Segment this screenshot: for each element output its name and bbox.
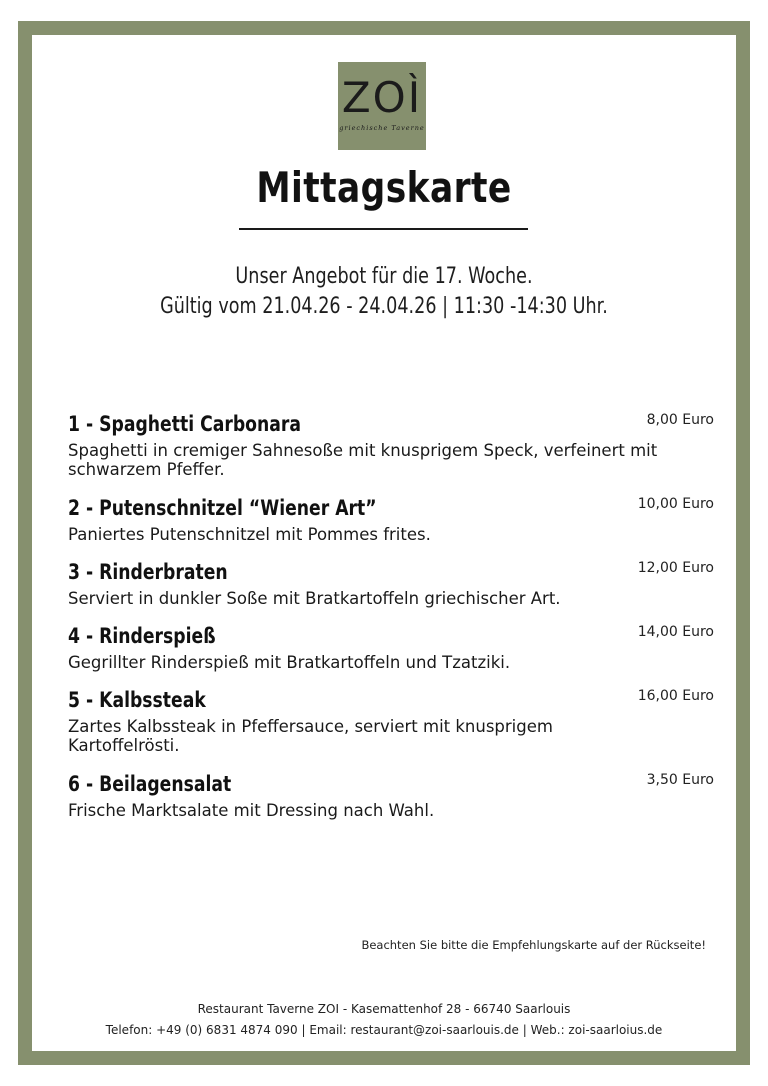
menu-item (68, 494, 720, 544)
menu-item-price: 10,00 Euro (637, 496, 714, 512)
menu-item-name: 6 - Beilagensalat (68, 772, 232, 796)
title-underline (239, 228, 528, 230)
menu-item-description: Serviert in dunkler Soße mit Bratkartoffeln griechischer Art. (68, 589, 561, 608)
menu-item-description: Zartes Kalbssteak in Pfeffersauce, serviert mit knusprigem Kartoffelrösti. (68, 717, 553, 755)
menu-item (68, 686, 720, 755)
menu-item-description: Gegrillter Rinderspieß mit Bratkartoffeln und Tzatziki. (68, 653, 511, 672)
menu-item-description: Paniertes Putenschnitzel mit Pommes frites. (68, 525, 431, 544)
menu-item-price: 8,00 Euro (646, 412, 714, 428)
logo-wordmark: ZOÌ (341, 73, 423, 122)
menu-item (68, 770, 720, 820)
menu-item-name: 4 - Rinderspieß (68, 624, 216, 648)
footer-address: Restaurant Taverne ZOI - Kasemattenhof 28 - 66740 Saarlouis (197, 1002, 571, 1016)
intro-validity-line: Gültig vom 21.04.26 - 24.04.26 | 11:30 -14:30 Uhr. (160, 294, 608, 319)
menu-item (68, 622, 720, 672)
logo-tagline: griechische Taverne (339, 124, 425, 132)
menu-item-price: 3,50 Euro (646, 772, 714, 788)
menu-item-price: 12,00 Euro (637, 560, 714, 576)
footer-contact: Telefon: +49 (0) 6831 4874 090 | Email: restaurant@zoi-saarlouis.de | Web.: zoi-saarloius.de (105, 1023, 663, 1037)
menu-item-name: 3 - Rinderbraten (68, 560, 228, 584)
menu-item-name: 2 - Putenschnitzel “Wiener Art” (68, 496, 377, 520)
menu-item (68, 558, 720, 608)
menu-item-price: 16,00 Euro (637, 688, 714, 704)
menu-item-name: 1 - Spaghetti Carbonara (68, 412, 301, 436)
zoi-logo (338, 62, 426, 150)
page-title: Mittagskarte (256, 163, 512, 212)
backside-note: Beachten Sie bitte die Empfehlungskarte auf der Rückseite! (361, 938, 706, 952)
menu-item-description: Spaghetti in cremiger Sahnesoße mit knusprigem Speck, verfeinert mit schwarzem Pfeffer. (68, 441, 658, 479)
menu-item-name: 5 - Kalbssteak (68, 688, 206, 712)
menu-item-description: Frische Marktsalate mit Dressing nach Wahl. (68, 801, 435, 820)
menu-item (68, 410, 720, 479)
menu-item-price: 14,00 Euro (637, 624, 714, 640)
intro-week-line: Unser Angebot für die 17. Woche. (235, 264, 533, 289)
